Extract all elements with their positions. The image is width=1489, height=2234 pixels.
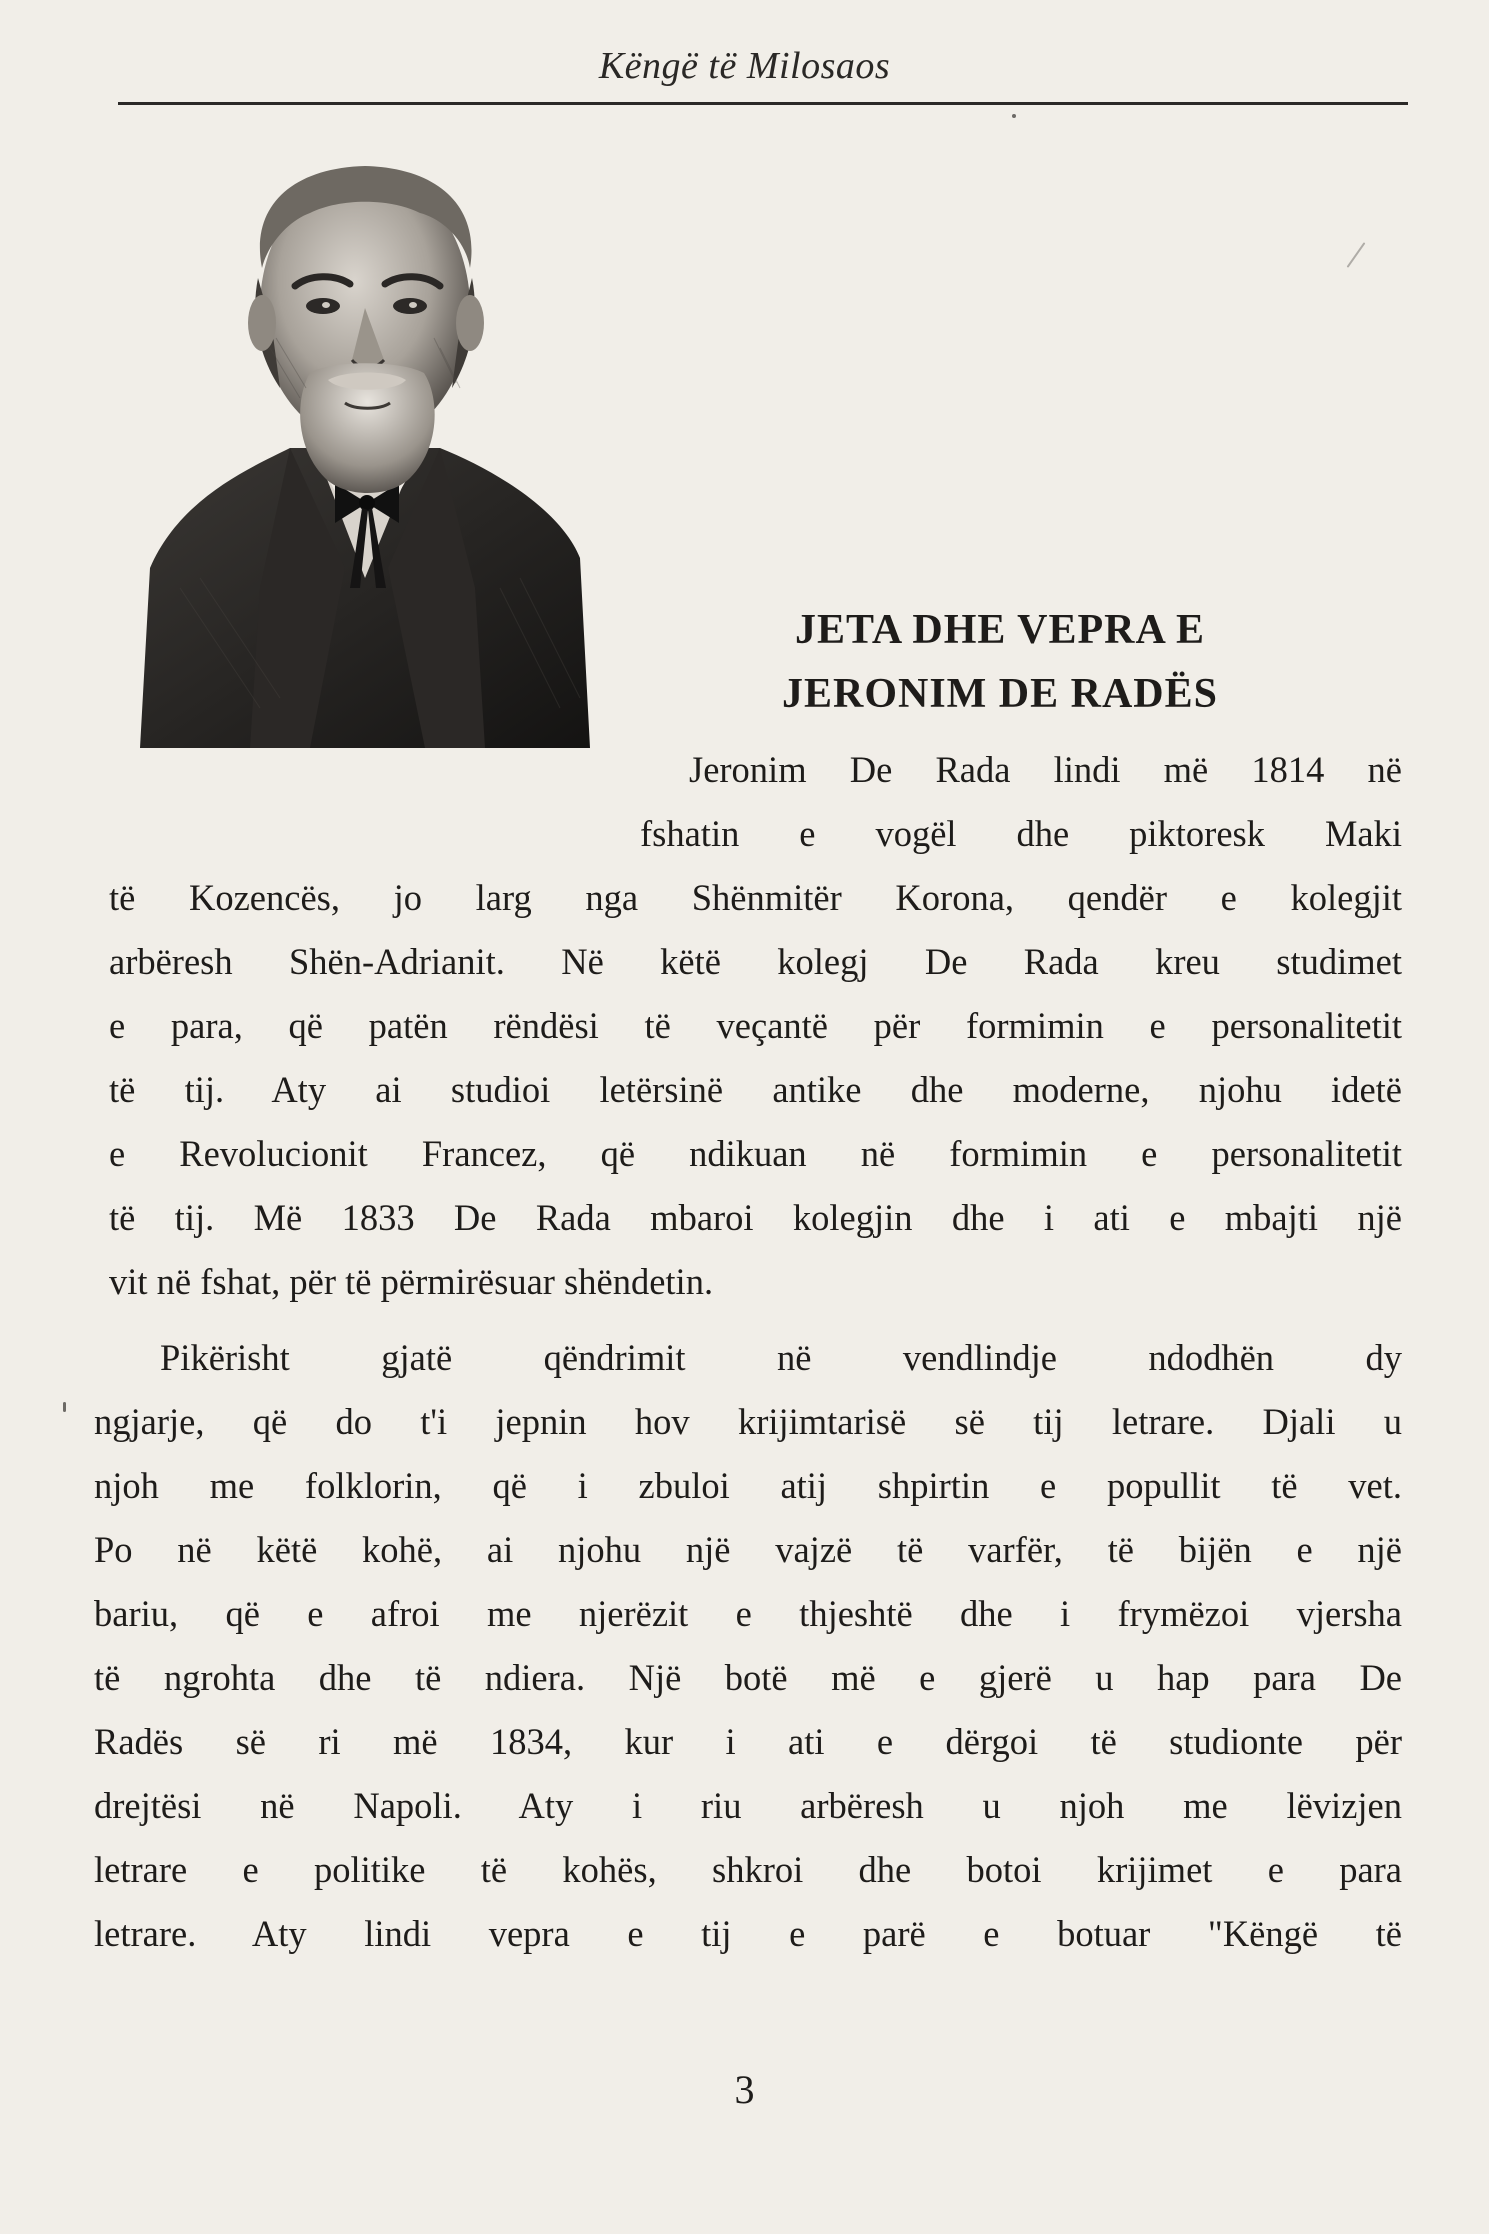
scan-speck: [1012, 114, 1016, 118]
running-head: Këngë të Milosaos: [598, 45, 891, 87]
text-line: të Kozencës, jo larg nga Shënmitër Korona, qendër e kolegjit: [109, 877, 1402, 918]
text-line: drejtësi në Napoli. Aty i riu arbëresh u njoh me lëvizjen: [94, 1785, 1402, 1826]
text-line: bariu, që e afroi me njerëzit e thjeshtë dhe i frymëzoi vjersha: [94, 1593, 1402, 1634]
text-line: fshatin e vogël dhe piktoresk Maki: [640, 813, 1402, 854]
text-line: letrare. Aty lindi vepra e tij e parë e botuar "Këngë të: [94, 1913, 1402, 1954]
title-line-2: JERONIM DE RADËS: [781, 671, 1219, 717]
text-line: e para, që patën rëndësi të veçantë për formimin e personalitetit: [109, 1005, 1402, 1046]
text-line: të tij. Më 1833 De Rada mbaroi kolegjin dhe i ati e mbajti një: [109, 1197, 1402, 1238]
text-line: letrare e politike të kohës, shkroi dhe botoi krijimet e para: [94, 1849, 1402, 1890]
text-line: Po në këtë kohë, ai njohu një vajzë të varfër, të bijën e një: [94, 1529, 1402, 1570]
text-line: Pikërisht gjatë qëndrimit në vendlindje ndodhën dy: [160, 1337, 1402, 1378]
header-rule: [118, 102, 1408, 105]
scan-speck: [63, 1402, 66, 1412]
article-title: [700, 598, 1300, 726]
page-number: 3: [734, 2067, 755, 2112]
text-line: njoh me folklorin, që i zbuloi atij shpirtin e popullit të vet.: [94, 1465, 1402, 1506]
text-line: vit në fshat, për të përmirësuar shëndetin.: [109, 1261, 714, 1302]
text-line: ngjarje, që do t'i jepnin hov krijimtarisë së tij letrare. Djali u: [94, 1401, 1402, 1442]
text-line: e Revolucionit Francez, që ndikuan në formimin e personalitetit: [109, 1133, 1402, 1174]
text-line: të ngrohta dhe të ndiera. Një botë më e gjerë u hap para De: [94, 1657, 1402, 1698]
portrait-image: [140, 148, 590, 748]
text-line: arbëresh Shën-Adrianit. Në këtë kolegj De Rada kreu studimet: [109, 941, 1402, 982]
portrait-engraving-icon: [140, 148, 590, 748]
scan-speck: [1347, 242, 1366, 268]
text-line: Radës së ri më 1834, kur i ati e dërgoi të studionte për: [94, 1721, 1402, 1762]
title-line-1: JETA DHE VEPRA E: [794, 607, 1206, 653]
text-line: të tij. Aty ai studioi letërsinë antike dhe moderne, njohu idetë: [109, 1069, 1402, 1110]
text-line: Jeronim De Rada lindi më 1814 në: [689, 749, 1402, 790]
